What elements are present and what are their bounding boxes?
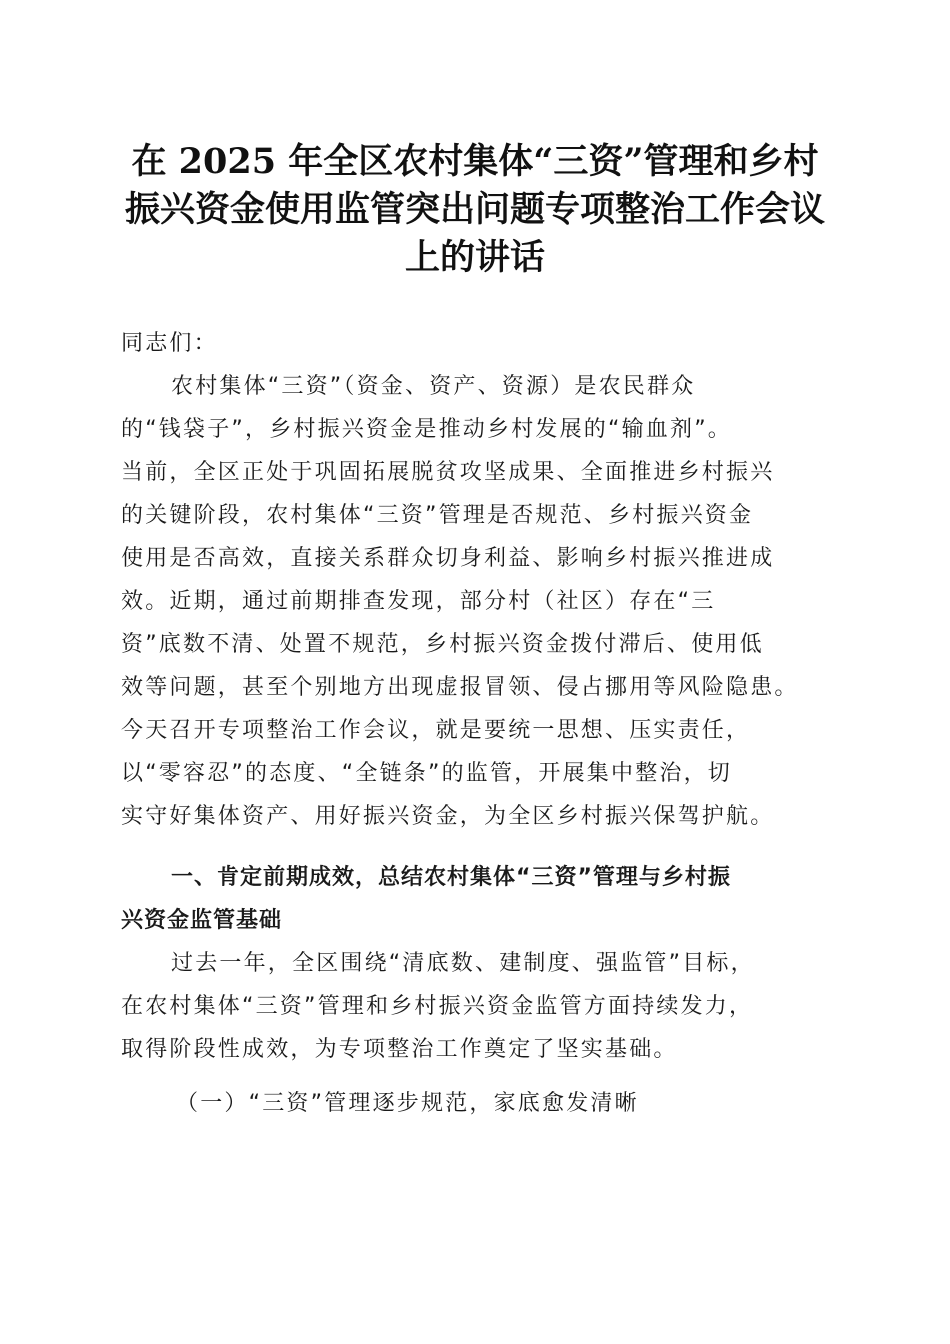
subsection-heading xyxy=(176,1082,888,1125)
paragraph-line: 效等问题，甚至个别地方出现虚报冒领、侵占挪用等风险隐患。 xyxy=(121,675,799,700)
paragraph-line: 农村集体“三资”（资金、资产、资源）是农民群众 xyxy=(171,374,696,399)
paragraph-line: 过去一年，全区围绕“清底数、建制度、强监管”目标， xyxy=(171,951,755,976)
paragraph-line: 资”底数不清、处置不规范，乡村振兴资金拨付滞后、使用低 xyxy=(121,632,764,657)
intro-paragraph xyxy=(121,365,833,838)
section-heading xyxy=(121,856,833,942)
paragraph-line: 在农村集体“三资”管理和乡村振兴资金监管方面持续发力， xyxy=(121,994,754,1019)
section-heading-line: 一、肯定前期成效，总结农村集体“三资”管理与乡村振 xyxy=(171,865,731,890)
paragraph-line: 当前，全区正处于巩固拓展脱贫攻坚成果、全面推进乡村振兴 xyxy=(121,460,775,485)
document-title xyxy=(100,138,850,282)
paragraph-line: 的“钱袋子”，乡村振兴资金是推动乡村发展的“输血剂”。 xyxy=(121,417,732,442)
subsection-heading-text: （一）“三资”管理逐步规范，家底愈发清晰 xyxy=(176,1091,639,1116)
paragraph-line: 今天召开专项整治工作会议，就是要统一思想、压实责任， xyxy=(121,718,751,743)
paragraph-line: 取得阶段性成效，为专项整治工作奠定了坚实基础。 xyxy=(121,1037,678,1062)
greeting xyxy=(121,322,833,365)
paragraph-line: 的关键阶段，农村集体“三资”管理是否规范、乡村振兴资金 xyxy=(121,503,754,528)
paragraph-line: 效。近期，通过前期排查发现，部分村（社区）存在“三 xyxy=(121,589,716,614)
title-line: 振兴资金使用监管突出问题专项整治工作会议 xyxy=(124,189,825,230)
title-line: 上的讲话 xyxy=(404,237,545,278)
greeting-text: 同志们： xyxy=(121,331,218,356)
title-line: 在 2025 年全区农村集体“三资”管理和乡村 xyxy=(131,141,819,182)
section-paragraph xyxy=(121,942,833,1071)
paragraph-line: 以“零容忍”的态度、“全链条”的监管，开展集中整治，切 xyxy=(121,761,732,786)
paragraph-line: 使用是否高效，直接关系群众切身利益、影响乡村振兴推进成 xyxy=(121,546,775,571)
section-heading-line: 兴资金监管基础 xyxy=(121,908,283,933)
paragraph-line: 实守好集体资产、用好振兴资金，为全区乡村振兴保驾护航。 xyxy=(121,804,775,829)
